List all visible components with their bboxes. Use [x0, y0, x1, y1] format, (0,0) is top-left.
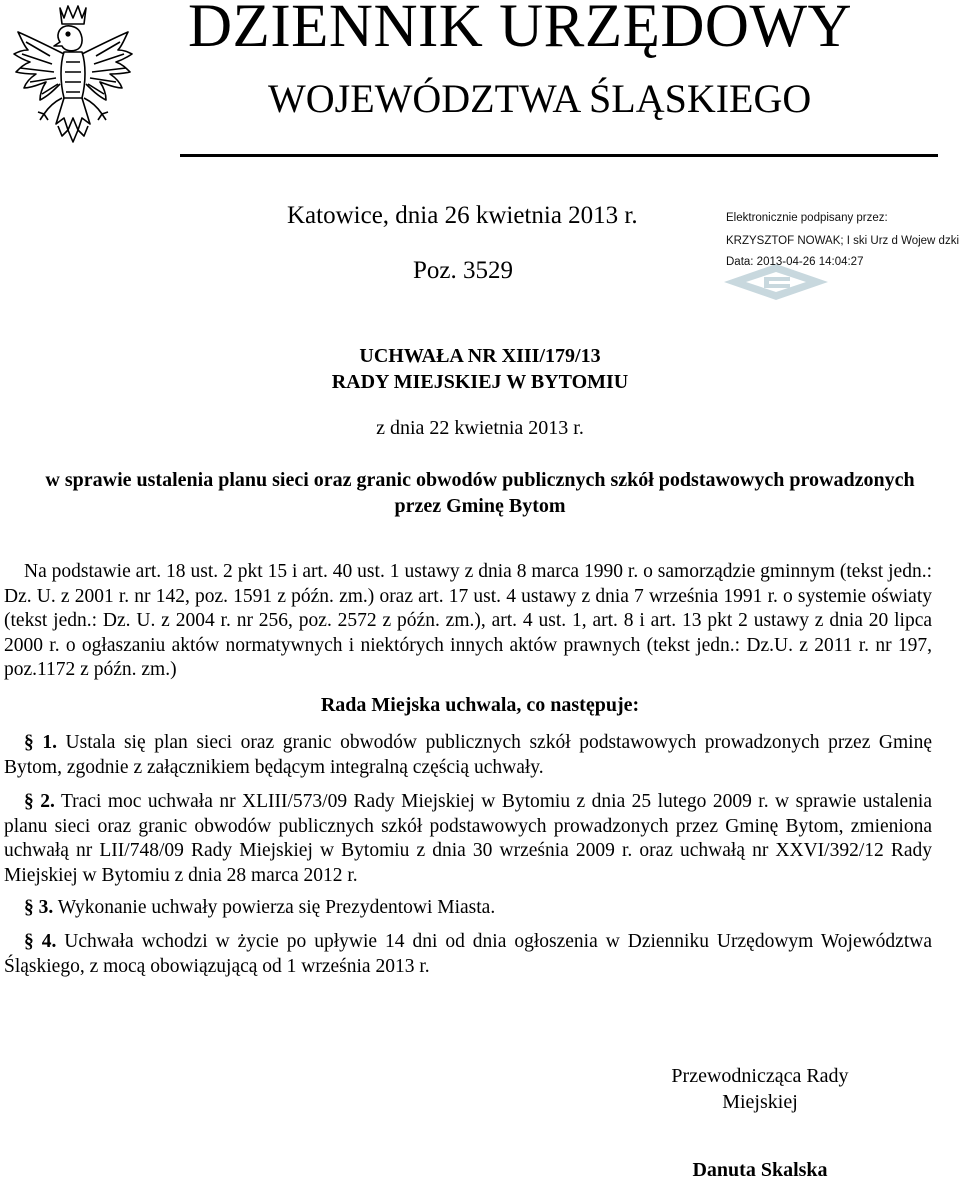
issue-position: Poz. 3529 — [413, 257, 513, 284]
paragraph-4 — [4, 930, 932, 979]
paragraph-number: § 3. — [24, 897, 54, 918]
paragraph-text: Traci moc uchwała nr XLIII/573/09 Rady Miejskiej w Bytomiu z dnia 25 lutego 2009 r. w sprawie ustalenia planu sieci oraz granic obwodów publicznych szkół podstawowych prowadzonych przez Gminę Bytom, zmieniona uchwałą nr LII/748/09 Rady Miejskiej w Bytomiu z dnia 30 września 2009 r. oraz uchwałą nr XXVI/392/12 Rady Miejskiej w Bytomiu z dnia 28 marca 2012 r. — [4, 791, 933, 886]
digital-signature-logo-icon — [724, 264, 828, 304]
journal-subtitle: WOJEWÓDZTWA ŚLĄSKIEGO — [268, 76, 812, 121]
resolution-number: UCHWAŁA NR XIII/179/13 — [359, 345, 601, 367]
electronic-signature-block — [724, 206, 960, 302]
paragraph-3 — [4, 896, 932, 921]
resolution-date: z dnia 22 kwietnia 2013 r. — [376, 417, 584, 439]
paragraph-number: § 1. — [24, 732, 57, 753]
polish-eagle-emblem-icon — [8, 2, 138, 152]
council-decides-heading: Rada Miejska uchwala, co następuje: — [320, 694, 640, 716]
signature-label: Elektronicznie podpisany przez: — [726, 212, 888, 224]
signatory-name: Danuta Skalska — [692, 1159, 828, 1181]
signatory-title-line-1: Przewodnicząca Rady — [671, 1065, 849, 1087]
resolution-subject-line-2: przez Gminę Bytom — [394, 495, 566, 517]
council-name: RADY MIEJSKIEJ W BYTOMIU — [331, 371, 629, 393]
legal-basis-paragraph: Na podstawie art. 18 ust. 2 pkt 15 i art. 40 ust. 1 ustawy z dnia 8 marca 1990 r. o samorządzie gminnym (tekst jedn.: Dz. U. z 2001 r. nr 142, poz. 1591 z późn. zm.) oraz art. 17 ust. 4 ustawy z dnia 7 września 1991 r. o systemie oświaty (tekst jedn.: Dz. U. z 2004 r. nr 256, poz. 2572 z późn. zm.), art. 4 ust. 1, art. 8 i art. 13 pkt 2 ustawy z dnia 20 lipca 2000 r. o ogłaszaniu aktów normatywnych i niektórych innych aktów prawnych (tekst jedn.: Dz.U. z 2011 r. nr 197, poz.1172 z późn. zm.) — [4, 561, 932, 680]
paragraph-number: § 4. — [24, 931, 57, 952]
resolution-subject-line-1: w sprawie ustalenia planu sieci oraz granic obwodów publicznych szkół podstawowych prowadzonych — [45, 469, 915, 491]
signatory-title-line-2: Miejskiej — [722, 1091, 798, 1113]
signature-signer: KRZYSZTOF NOWAK; I ski Urz d Wojew dzki — [726, 235, 960, 247]
signature-date: Data: 2013-04-26 14:04:27 — [726, 256, 864, 268]
issue-place-date: Katowice, dnia 26 kwietnia 2013 r. — [287, 202, 638, 229]
paragraph-number: § 2. — [24, 791, 55, 812]
journal-title: DZIENNIK URZĘDOWY — [188, 0, 853, 60]
paragraph-text: Uchwała wchodzi w życie po upływie 14 dni od dnia ogłoszenia w Dzienniku Urzędowym Województwa Śląskiego, z mocą obowiązującą od 1 września 2013 r. — [4, 931, 932, 977]
paragraph-1 — [4, 731, 932, 780]
header-divider — [180, 154, 938, 157]
paragraph-text: Ustala się plan sieci oraz granic obwodów publicznych szkół podstawowych prowadzonych przez Gminę Bytom, zgodnie z załącznikiem będącym integralną częścią uchwały. — [4, 732, 933, 778]
paragraph-text: Wykonanie uchwały powierza się Prezydentowi Miasta. — [53, 897, 496, 918]
paragraph-2 — [4, 790, 932, 888]
